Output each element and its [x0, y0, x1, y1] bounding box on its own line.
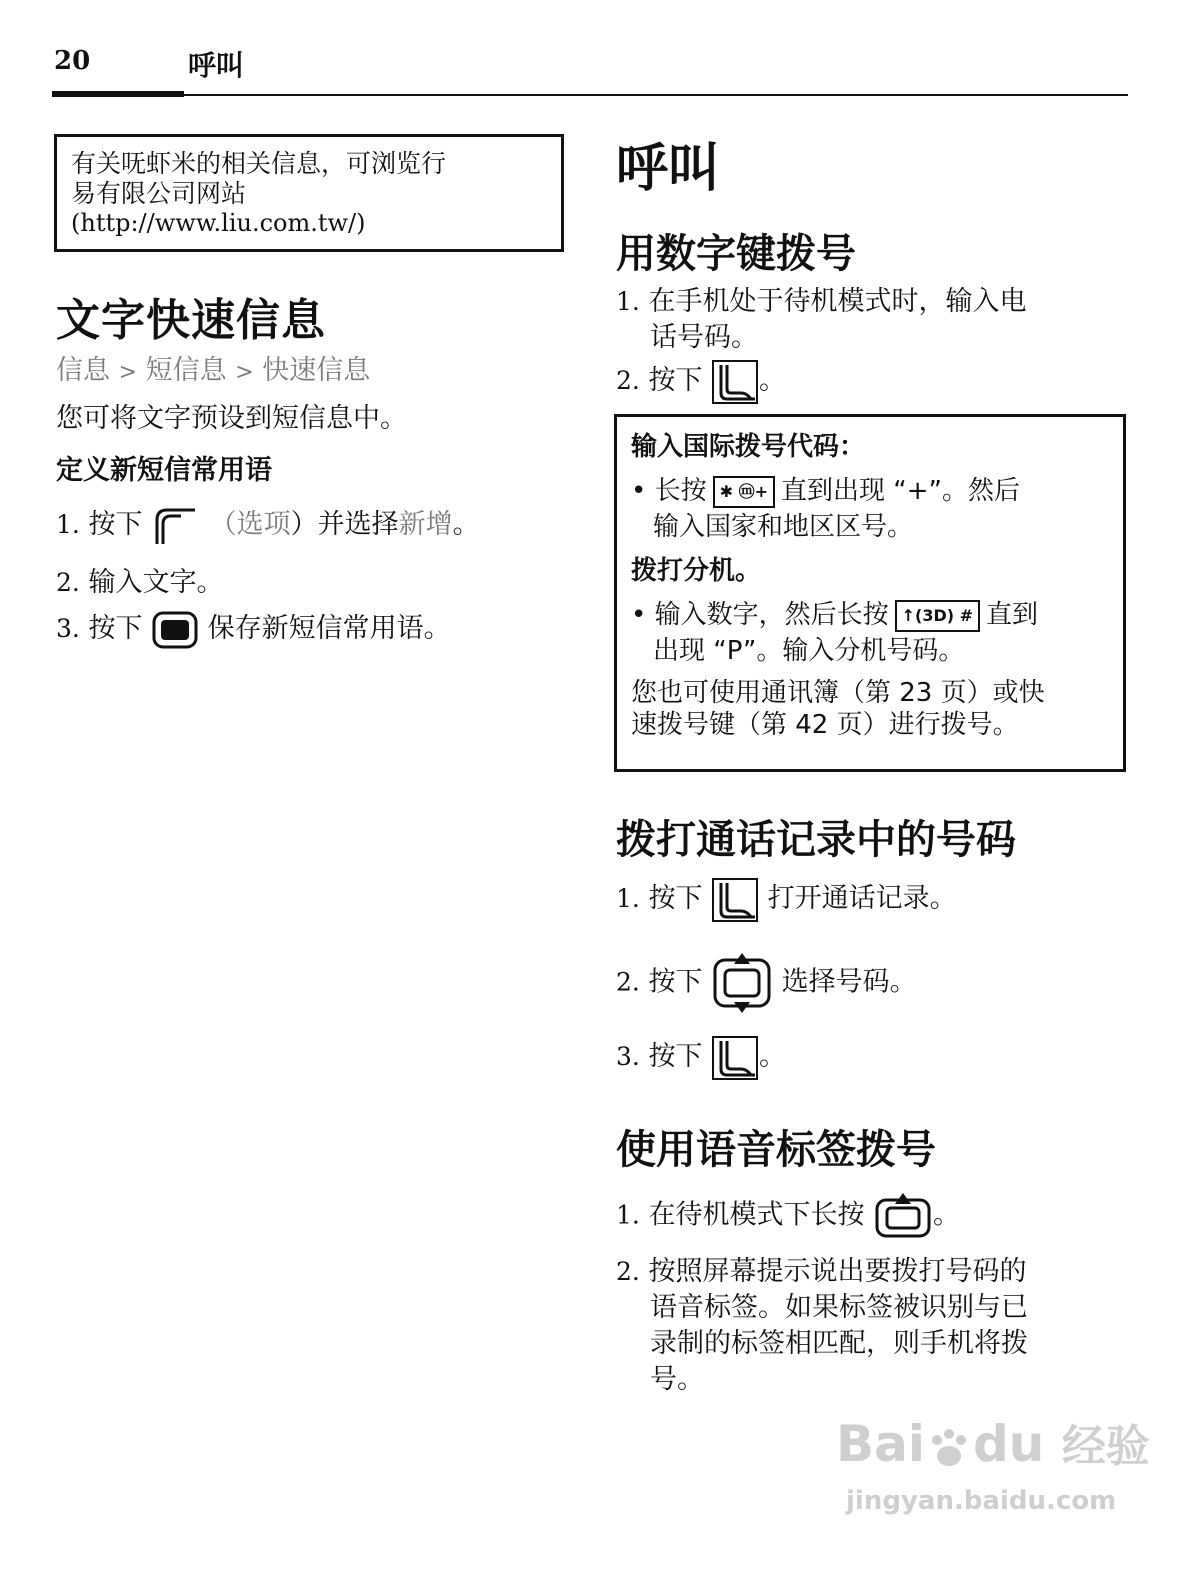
header-rule-accent	[52, 91, 184, 97]
box-heading-intl: 输入国际拨号代码：	[631, 432, 866, 462]
s1-step-1	[616, 284, 1026, 356]
s2-step-1	[616, 876, 957, 923]
paren: （	[209, 509, 237, 540]
note-line-1: 有关呒虾米的相关信息，可浏览行	[71, 149, 447, 178]
step-text: 在待机模式下长按	[648, 1199, 865, 1231]
send-key-icon	[711, 359, 759, 405]
breadcrumb	[56, 348, 370, 387]
send-key-icon	[711, 877, 759, 923]
breadcrumb-item: 快速信息	[262, 355, 371, 386]
step-1	[56, 502, 480, 548]
box-bullet-2-line-2: 出现 “P”。输入分机号码。	[653, 636, 965, 666]
note-box	[54, 134, 564, 252]
step-text: 打开通话记录。	[767, 883, 957, 914]
step-text: 录制的标签相匹配，则手机将拨	[650, 1328, 1028, 1359]
send-key-icon	[711, 1035, 759, 1081]
nav-up-key-icon	[873, 1192, 933, 1240]
action-label: 新增	[398, 509, 453, 540]
step-number: 1.	[616, 884, 640, 913]
section-title-quick-text: 文字快速信息	[56, 295, 326, 346]
step-text: 。	[452, 509, 480, 540]
step-text: 号。	[650, 1364, 704, 1395]
step-text: 。	[933, 1199, 961, 1231]
header-rule	[52, 94, 1128, 96]
subheading: 定义新短信常用语	[56, 455, 272, 486]
step-number: 2.	[616, 967, 640, 997]
center-key-icon	[151, 610, 199, 650]
breadcrumb-item: 信息	[56, 355, 110, 386]
step-number: 2.	[616, 1257, 640, 1286]
step-2	[56, 560, 223, 599]
step-text: 选择号码。	[781, 966, 917, 998]
watermark-brand: Bai	[836, 1415, 925, 1473]
step-text: 按下	[648, 966, 703, 998]
box-footer-line-1: 您也可使用通讯簿（第 23 页）或快	[631, 678, 1045, 708]
box-bullet-1	[631, 473, 1109, 509]
step-text: 。	[759, 1041, 787, 1072]
step-text: 按下	[648, 1041, 703, 1072]
watermark-sub: 经验	[1061, 1421, 1150, 1472]
nav-up-down-key-icon	[711, 952, 773, 1014]
intro-text: 您可将文字预设到短信息中。	[56, 403, 407, 434]
watermark-logo	[836, 1410, 1150, 1474]
option-label: 选项	[236, 509, 291, 540]
note-line-2: 易有限公司网站	[71, 179, 247, 208]
bullet-text: • 长按	[631, 476, 707, 506]
step-text: 按照屏幕提示说出要拨打号码的	[648, 1256, 1027, 1287]
box-bullet-1-line-2: 输入国家和地区区号。	[653, 512, 914, 542]
watermark-brand: du	[973, 1415, 1045, 1473]
s2-step-2	[616, 952, 917, 1014]
step-text: ）并选择	[290, 509, 399, 540]
box-heading-extension: 拨打分机。	[631, 556, 762, 586]
page-number: 20	[54, 46, 91, 76]
step-number: 2.	[616, 366, 640, 395]
s3-step-1	[616, 1192, 960, 1240]
hash-key-icon: ↑(3D) #	[895, 600, 980, 632]
breadcrumb-item: 短信息	[145, 355, 227, 386]
s1-step-2	[616, 358, 786, 405]
running-title: 呼叫	[188, 49, 245, 82]
step-number: 2.	[56, 568, 80, 597]
main-title: 呼叫	[616, 139, 721, 199]
step-text: 话号码。	[650, 322, 758, 353]
section-title-call-log: 拨打通话记录中的号码	[616, 817, 1016, 863]
section-title-voice-dial: 使用语音标签拨号	[616, 1127, 936, 1173]
step-text: 保存新短信常用语。	[207, 613, 451, 644]
step-number: 1.	[616, 287, 640, 316]
info-box	[614, 414, 1126, 772]
watermark-url: jingyan.baidu.com	[846, 1486, 1117, 1516]
step-text: 语音标签。如果标签被识别与已	[650, 1292, 1028, 1323]
bullet-text: 直到	[986, 600, 1039, 630]
breadcrumb-separator: >	[118, 360, 138, 385]
step-text: 输入文字。	[88, 567, 224, 598]
box-footer-line-2: 速拨号键（第 42 页）进行拨号。	[631, 710, 1019, 740]
step-number: 3.	[56, 614, 80, 643]
bullet-text: 直到出现 “+”。然后	[781, 476, 1020, 506]
s2-step-3	[616, 1034, 786, 1081]
step-text: 。	[759, 365, 787, 396]
step-number: 3.	[616, 1042, 640, 1071]
section-title-number-dial: 用数字键拨号	[616, 231, 856, 277]
step-text: 按下	[88, 613, 143, 644]
star-key-icon: ✱ ⓜ+	[713, 476, 775, 508]
box-bullet-2	[631, 597, 1109, 633]
paw-icon	[927, 1426, 971, 1470]
bullet-text: • 输入数字，然后长按	[631, 600, 889, 630]
note-url: (http://www.liu.com.tw/)	[71, 209, 366, 237]
step-number: 1.	[56, 510, 80, 539]
left-softkey-icon	[151, 504, 201, 548]
step-text: 在手机处于待机模式时，输入电	[648, 286, 1027, 317]
step-text: 按下	[88, 509, 143, 540]
step-text: 按下	[648, 883, 703, 914]
step-text: 按下	[648, 365, 703, 396]
step-number: 1.	[616, 1200, 640, 1230]
breadcrumb-separator: >	[235, 360, 254, 385]
step-3	[56, 606, 451, 650]
s3-step-2	[616, 1254, 1028, 1398]
